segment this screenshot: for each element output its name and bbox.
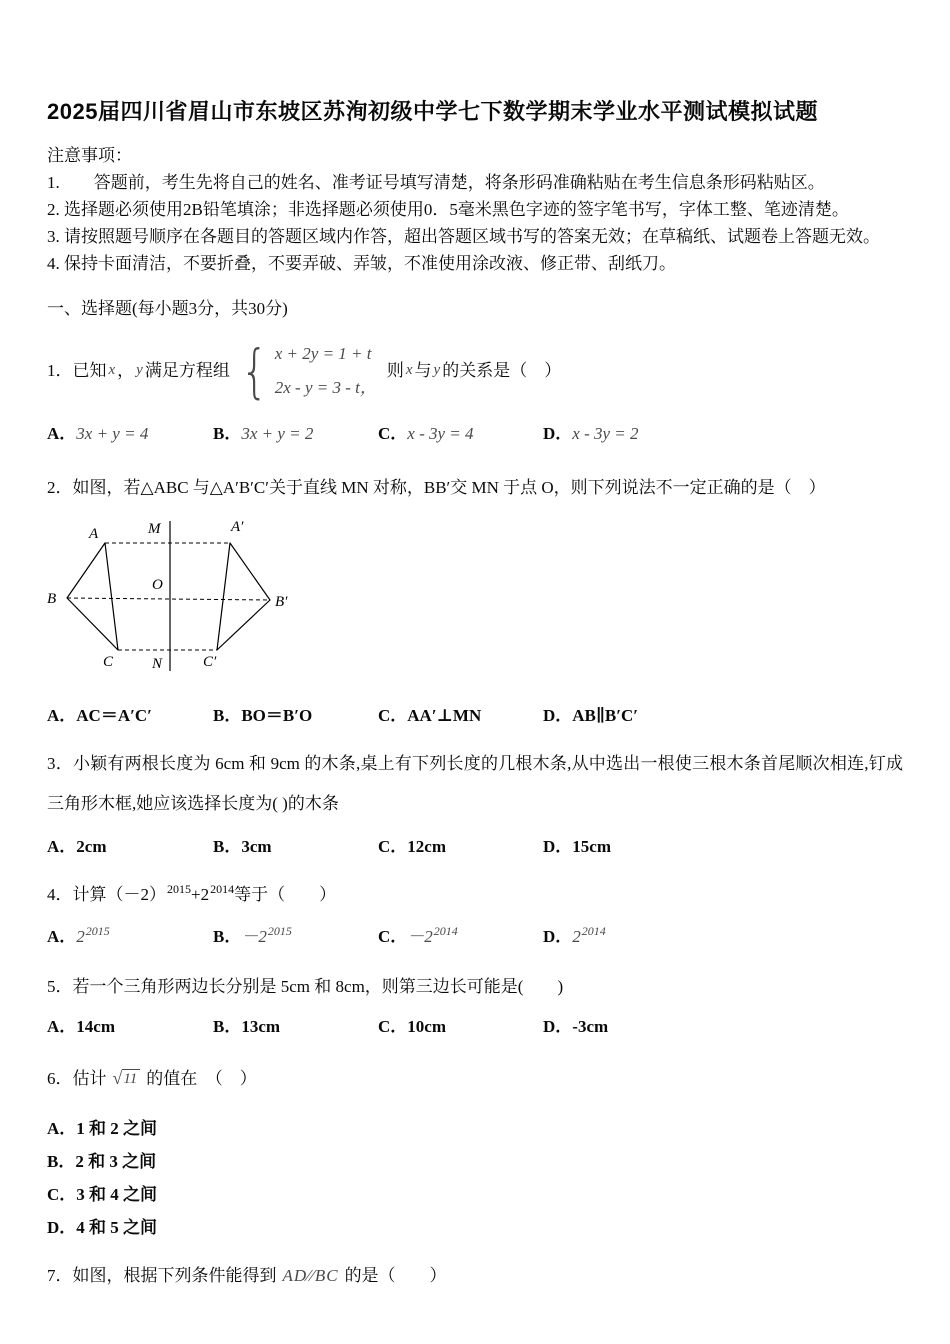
question-6-options [47, 1112, 903, 1244]
notice-section [47, 142, 903, 277]
q6-option-a-value: 1 和 2 之间 [76, 1119, 158, 1138]
q1-equation-top: x + 2y = 1 + t [274, 344, 372, 363]
q3-option-b-value: 3cm [241, 837, 272, 856]
question-3 [47, 744, 903, 857]
dashed-bb1 [67, 598, 270, 600]
q7-text-post: 的是（ ） [344, 1266, 447, 1285]
q6-option-c-value: 3 和 4 之间 [76, 1185, 158, 1204]
q1-var-x: x [108, 362, 116, 378]
q2-option-b [213, 701, 378, 726]
q6-option-a [47, 1112, 903, 1145]
q6-option-b-label: B． [47, 1152, 76, 1171]
q6-option-b [47, 1145, 903, 1178]
q4-option-b-base: －2 [241, 927, 267, 946]
q3-option-d-label: D． [543, 837, 573, 856]
notice-item-2: 2. 选择题必须使用2B铅笔填涂；非选择题必须使用0．5毫米黑色字迹的签字笔书写，字体工整、笔迹清楚。 [47, 200, 849, 219]
q2-option-a [47, 701, 213, 726]
q6-radicand: 11 [122, 1069, 140, 1088]
equation-system [236, 336, 377, 405]
triangle-abc [67, 543, 118, 650]
q5-option-d-value: -3cm [572, 1017, 609, 1036]
radical-icon: √ [112, 1068, 123, 1088]
q3-option-b-label: B． [213, 837, 242, 856]
question-7-stem [47, 1262, 903, 1289]
paper-title: 2025届四川省眉山市东坡区苏洵初级中学七下数学期末学业水平测试模拟试题 [47, 99, 818, 124]
q4-text-pre: 4．计算（－2） [47, 885, 166, 904]
label-b-prime: B′ [275, 594, 288, 610]
question-1-options [47, 419, 903, 444]
q2-option-d-value: AB∥B′C′ [572, 706, 639, 725]
q1-text-post3: 的关系是（ ） [442, 361, 562, 380]
q5-option-b-value: 13cm [241, 1017, 281, 1036]
q4-option-a-label: A． [47, 927, 77, 946]
q3-option-c [378, 832, 543, 857]
q3-option-a-label: A． [47, 837, 77, 856]
q5-option-a-value: 14cm [76, 1017, 115, 1036]
q4-option-c-label: C． [378, 927, 408, 946]
label-a: A [89, 526, 99, 542]
q1-option-a-label: A． [47, 424, 77, 443]
question-4 [47, 881, 903, 947]
q1-option-d-label: D． [543, 424, 573, 443]
q4-option-a-exponent: 2015 [85, 924, 110, 939]
q6-option-d-value: 4 和 5 之间 [76, 1218, 158, 1237]
question-2-stem: 2．如图，若△ABC 与△A′B′C′关于直线 MN 对称，BB′交 MN 于点 O，则下列说法不一定正确的是（ ） [47, 478, 826, 497]
q5-option-b-label: B． [213, 1017, 242, 1036]
left-brace-icon: { [240, 336, 269, 405]
label-m: M [148, 521, 161, 537]
q6-option-d-label: D． [47, 1218, 77, 1237]
question-5-stem: 5．若一个三角形两边长分别是 5cm 和 8cm，则第三边长可能是( ) [47, 977, 564, 996]
q2-option-d [543, 701, 903, 726]
q2-symmetry-figure [45, 511, 345, 681]
q1-var-y: y [136, 362, 143, 378]
q1-option-c [378, 419, 543, 444]
q4-option-d-base: 2 [572, 927, 581, 946]
q1-option-d-value: x - 3y = 2 [572, 424, 639, 443]
q4-option-b-label: B． [213, 927, 242, 946]
label-b: B [47, 591, 57, 607]
notice-item-1: 1. 答题前，考生先将自己的姓名、准考证号填写清楚，将条形码准确粘贴在考生信息条形码粘贴区。 [47, 173, 825, 192]
q6-option-c [47, 1178, 903, 1211]
q3-option-c-label: C． [378, 837, 408, 856]
q5-option-c-value: 10cm [407, 1017, 446, 1036]
q6-option-c-label: C． [47, 1185, 77, 1204]
q2-option-b-label: B． [213, 706, 242, 725]
question-6 [47, 1065, 903, 1244]
q6-option-b-value: 2 和 3 之间 [75, 1152, 157, 1171]
q1-option-b-value: 3x + y = 2 [241, 424, 314, 443]
q4-exponent-1: 2015 [167, 882, 191, 897]
notice-item-4: 4. 保持卡面清洁，不要折叠，不要弄破、弄皱，不准使用涂改液、修正带、刮纸刀。 [47, 254, 676, 273]
q1-var-x2: x [405, 362, 413, 378]
q3-option-d [543, 832, 903, 857]
question-7 [47, 1262, 903, 1289]
question-2-options [47, 701, 903, 726]
question-3-options [47, 832, 903, 857]
q1-text-post2: 与 [414, 361, 432, 380]
q7-text-pre: 7．如图，根据下列条件能得到 [47, 1266, 277, 1285]
q5-option-a [47, 1012, 213, 1037]
q3-option-b [213, 832, 378, 857]
question-1 [47, 336, 903, 444]
q4-option-c-base: －2 [407, 927, 433, 946]
q4-option-d-value [572, 924, 606, 946]
q5-option-d [543, 1012, 903, 1037]
q2-option-c-value: AA′⊥MN [407, 706, 482, 725]
q4-option-a-base: 2 [76, 927, 85, 946]
q1-equation-bottom: 2x - y = 3 - t， [274, 378, 377, 397]
equation-column [275, 340, 377, 401]
q4-option-c [378, 922, 543, 947]
label-o: O [152, 577, 163, 593]
question-5 [47, 973, 903, 1037]
q5-option-c-label: C． [378, 1017, 408, 1036]
q5-option-d-label: D． [543, 1017, 573, 1036]
question-5-options [47, 1012, 903, 1037]
q1-option-c-label: C． [378, 424, 408, 443]
q4-option-b [213, 922, 378, 947]
q3-option-c-value: 12cm [407, 837, 446, 856]
square-root-expression [113, 1069, 141, 1088]
q2-option-c-label: C． [378, 706, 408, 725]
q1-option-b-label: B． [213, 424, 242, 443]
q2-option-d-label: D． [543, 706, 573, 725]
q2-option-c [378, 701, 543, 726]
notice-item-3: 3. 请按照题号顺序在各题目的答题区域内作答，超出答题区域书写的答案无效；在草稿纸、试题卷上答题无效。 [47, 227, 880, 246]
q4-option-a-value [76, 924, 110, 946]
q4-option-c-value [407, 924, 458, 946]
q2-option-b-value: BO＝B′O [241, 706, 313, 725]
q7-math-ad-parallel-bc: AD∕∕BC [282, 1266, 339, 1285]
q4-option-b-value [241, 924, 292, 946]
q1-option-a-value: 3x + y = 4 [76, 424, 149, 443]
q3-option-d-value: 15cm [572, 837, 611, 856]
q4-option-d [543, 922, 903, 947]
q5-option-c [378, 1012, 543, 1037]
question-4-options [47, 922, 903, 947]
q1-option-d [543, 419, 903, 444]
q5-option-a-label: A． [47, 1017, 77, 1036]
label-c-prime: C′ [203, 654, 217, 670]
q1-text-mid: 满足方程组 [144, 361, 230, 380]
q1-var-y2: y [433, 362, 441, 378]
q4-option-c-exponent: 2014 [433, 924, 458, 939]
question-1-stem [47, 336, 903, 405]
question-6-stem [47, 1065, 903, 1092]
label-c: C [103, 654, 114, 670]
q1-option-c-value: x - 3y = 4 [407, 424, 474, 443]
question-2 [47, 474, 903, 726]
q1-text-post1: 则 [386, 361, 404, 380]
section-1-heading: 一、选择题(每小题3分，共30分) [47, 299, 288, 318]
q6-text-pre: 6．估计 [47, 1069, 107, 1088]
notice-heading: 注意事项： [47, 146, 132, 165]
q2-option-a-value: AC＝A′C′ [76, 706, 152, 725]
question-3-stem: 3．小颖有两根长度为 6cm 和 9cm 的木条,桌上有下列长度的几根木条,从中选出一根使三根木条首尾顺次相连,钉成三角形木框,她应该选择长度为( )的木条 [47, 754, 903, 813]
q3-option-a [47, 832, 213, 857]
q1-option-b [213, 419, 378, 444]
q4-option-b-exponent: 2015 [267, 924, 292, 939]
q1-text-pre: 1．已知 [47, 361, 107, 380]
label-a-prime: A′ [231, 519, 244, 535]
q6-option-a-label: A． [47, 1119, 77, 1138]
q4-option-a [47, 922, 213, 947]
question-4-stem [47, 881, 903, 908]
label-n: N [152, 656, 163, 672]
q4-option-d-exponent: 2014 [581, 924, 606, 939]
q6-option-d [47, 1211, 903, 1244]
q6-text-post: 的值在 （ ） [146, 1069, 257, 1088]
q3-option-a-value: 2cm [76, 837, 107, 856]
q4-text-post: 等于（ ） [234, 885, 337, 904]
q4-text-mid: +2 [191, 885, 210, 904]
q1-comma: ， [117, 361, 135, 380]
q4-option-d-label: D． [543, 927, 573, 946]
triangle-a1b1c1 [217, 543, 270, 650]
q5-option-b [213, 1012, 378, 1037]
q1-option-a [47, 419, 213, 444]
q4-exponent-2: 2014 [210, 882, 235, 897]
q2-option-a-label: A． [47, 706, 77, 725]
